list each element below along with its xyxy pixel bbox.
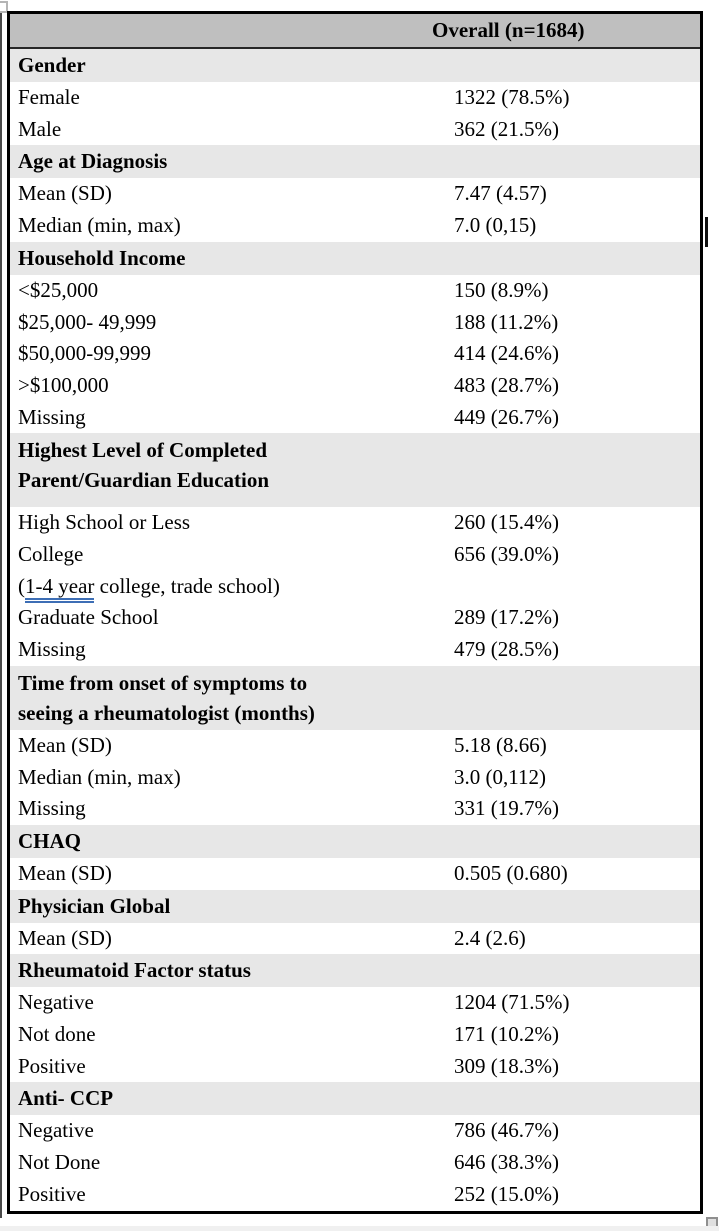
table-row xyxy=(10,987,700,1019)
row-value: 479 (28.5%) xyxy=(454,637,559,662)
table-row xyxy=(10,571,700,603)
row-value: 3.0 (0,112) xyxy=(454,764,546,789)
row-value: 414 (24.6%) xyxy=(454,341,559,366)
row-value: 331 (19.7%) xyxy=(454,796,559,821)
row-value: 362 (21.5%) xyxy=(454,116,559,141)
row-label: Not done xyxy=(18,1022,96,1047)
row-label: Female xyxy=(18,85,80,109)
row-value: 171 (10.2%) xyxy=(454,1022,559,1047)
row-label: Mean (SD) xyxy=(18,181,112,206)
table-row xyxy=(10,730,700,762)
row-label: Missing xyxy=(18,637,86,662)
table-row xyxy=(10,539,700,571)
section-header-row xyxy=(10,954,700,987)
row-value: 7.47 (4.57) xyxy=(454,181,547,206)
table-row xyxy=(10,793,700,825)
label-text: ( xyxy=(18,573,25,598)
row-label: Not Done xyxy=(18,1150,101,1175)
section-title-line: CHAQ xyxy=(18,828,81,853)
grammar-underlined-text: 1-4 year xyxy=(25,574,94,603)
table-row xyxy=(10,507,700,539)
row-label: Graduate School xyxy=(18,605,159,630)
row-label: Positive xyxy=(18,1053,86,1078)
page-boundary-line xyxy=(0,13,2,1218)
row-label: Mean (SD) xyxy=(18,732,112,757)
table-row xyxy=(10,114,700,146)
section-title-line: Household Income xyxy=(18,245,186,270)
table-row xyxy=(10,1019,700,1051)
section-header-row xyxy=(10,666,700,730)
page-bottom-edge xyxy=(0,1226,719,1231)
section-title-line: Age at Diagnosis xyxy=(18,149,168,174)
row-label: Median (min, max) xyxy=(18,213,181,238)
table-row xyxy=(10,602,700,634)
row-value: 483 (28.7%) xyxy=(454,372,559,397)
table-body xyxy=(10,49,700,1211)
row-value: 309 (18.3%) xyxy=(454,1053,559,1078)
row-value: 1322 (78.5%) xyxy=(454,85,570,109)
row-label: Median (min, max) xyxy=(18,764,181,789)
row-value xyxy=(454,571,700,603)
row-value: 646 (38.3%) xyxy=(454,1150,559,1175)
row-value: 1204 (71.5%) xyxy=(454,990,570,1015)
section-title-line: Rheumatoid Factor status xyxy=(18,958,251,983)
table-row xyxy=(10,338,700,370)
row-label: Mean (SD) xyxy=(18,925,112,950)
section-header-row xyxy=(10,49,700,82)
row-label: $25,000- 49,999 xyxy=(18,309,157,334)
row-value: 656 (39.0%) xyxy=(454,542,559,567)
section-header-row xyxy=(10,1082,700,1115)
row-value: 5.18 (8.66) xyxy=(454,732,547,757)
row-label: Mean (SD) xyxy=(18,860,112,885)
row-label xyxy=(10,571,454,603)
section-header-row xyxy=(10,433,700,507)
label-text: college, trade school) xyxy=(94,573,280,598)
row-value: 7.0 (0,15) xyxy=(454,213,537,238)
text-cursor xyxy=(705,217,708,247)
table-row xyxy=(10,762,700,794)
row-label: Male xyxy=(18,116,62,141)
table-row xyxy=(10,1147,700,1179)
table-row xyxy=(10,370,700,402)
row-value: 188 (11.2%) xyxy=(454,309,559,334)
table-row xyxy=(10,858,700,890)
table-row xyxy=(10,402,700,434)
table-row xyxy=(10,275,700,307)
header-empty-cell xyxy=(10,14,454,47)
section-title-line: Time from onset of symptoms to xyxy=(18,670,308,695)
section-header-row xyxy=(10,890,700,923)
section-title-line: Physician Global xyxy=(18,893,171,918)
section-title-line: Anti- CCP xyxy=(18,1086,114,1111)
section-title-line: Gender xyxy=(18,53,86,77)
section-title-line: Highest Level of Completed xyxy=(18,438,268,463)
table-row xyxy=(10,1115,700,1147)
summary-table xyxy=(7,11,703,1214)
row-label: College xyxy=(18,542,84,567)
section-header-row xyxy=(10,145,700,178)
row-label: Missing xyxy=(18,404,86,429)
row-value: 150 (8.9%) xyxy=(454,277,549,302)
table-row xyxy=(10,210,700,242)
header-overall-label: Overall (n=1684) xyxy=(432,18,585,42)
section-title-line: seeing a rheumatologist (months) xyxy=(18,700,315,725)
row-label: Positive xyxy=(18,1181,86,1206)
row-label: High School or Less xyxy=(18,510,191,535)
row-label: Negative xyxy=(18,1118,94,1143)
table-row xyxy=(10,1179,700,1211)
table-header-row xyxy=(10,14,700,49)
row-label: Negative xyxy=(18,990,94,1015)
row-value: 260 (15.4%) xyxy=(454,510,559,535)
section-title-line: Parent/Guardian Education xyxy=(18,468,270,493)
row-value: 449 (26.7%) xyxy=(454,404,559,429)
table-row xyxy=(10,634,700,666)
row-value: 289 (17.2%) xyxy=(454,605,559,630)
table-row xyxy=(10,178,700,210)
row-value: 786 (46.7%) xyxy=(454,1118,559,1143)
table-row xyxy=(10,1051,700,1083)
table-row xyxy=(10,923,700,955)
section-header-row xyxy=(10,825,700,858)
table-row xyxy=(10,82,700,114)
row-value: 252 (15.0%) xyxy=(454,1181,559,1206)
row-label: $50,000-99,999 xyxy=(18,341,151,366)
table-row xyxy=(10,307,700,339)
row-label: >$100,000 xyxy=(18,372,109,397)
row-label: Missing xyxy=(18,796,86,821)
section-header-row xyxy=(10,242,700,275)
row-value: 2.4 (2.6) xyxy=(454,925,526,950)
row-label: <$25,000 xyxy=(18,277,99,302)
row-value: 0.505 (0.680) xyxy=(454,860,568,885)
